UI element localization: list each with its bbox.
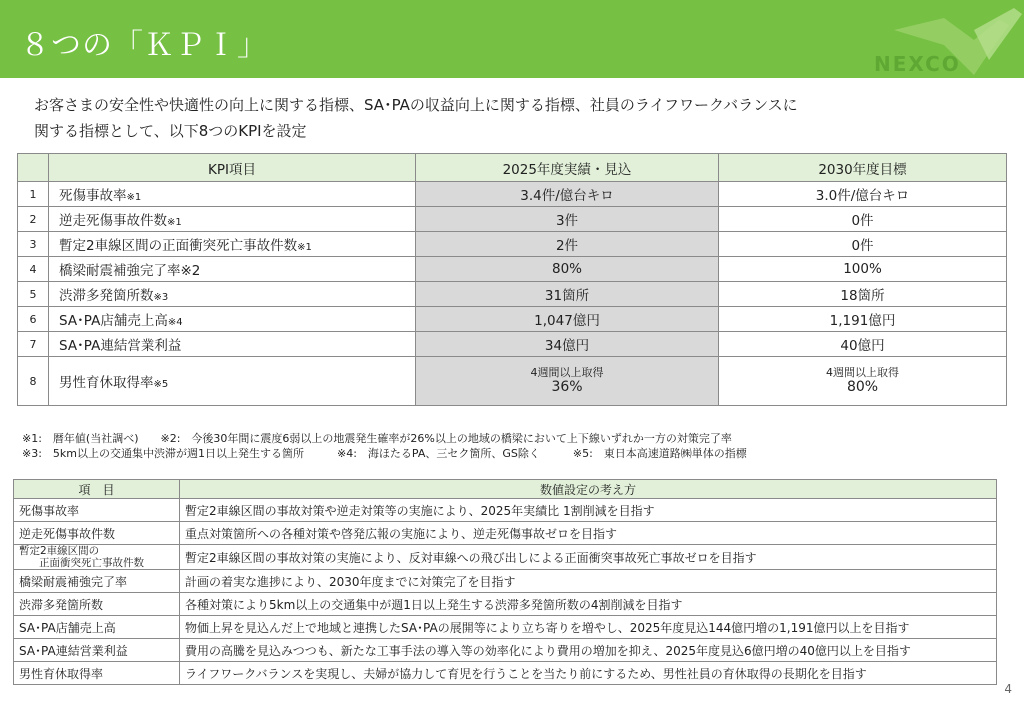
kpi-target: 1,191億円 xyxy=(719,307,1007,332)
row-number: 2 xyxy=(18,207,49,232)
basis-item: 逆走死傷事故件数 xyxy=(14,522,180,545)
basis-item: 死傷事故率 xyxy=(14,499,180,522)
kpi-name-cell xyxy=(49,332,416,357)
kpi-table xyxy=(17,153,1007,406)
basis-desc: 物価上昇を見込んだ上で地域と連携したSA･PAの展開等により立ち寄りを増やし、2025年度見込144億円増の1,191億円以上を目指す xyxy=(180,616,997,639)
basis-item: 橋梁耐震補強完了率 xyxy=(14,570,180,593)
kpi-name: 橋梁耐震補強完了率 xyxy=(59,263,181,279)
table-row xyxy=(14,499,997,522)
basis-header-row xyxy=(14,480,997,499)
kpi-actual-cell xyxy=(416,357,719,406)
row-number: 7 xyxy=(18,332,49,357)
kpi-target: 40億円 xyxy=(719,332,1007,357)
row-number: 1 xyxy=(18,182,49,207)
row-number: 5 xyxy=(18,282,49,307)
basis-item: 渋滞多発箇所数 xyxy=(14,593,180,616)
footnote-line-2: ※3: 5km以上の交通集中渋滞が週1日以上発生する箇所 ※4: 海ほたるPA、三セク箇所、GS除く ※5: 東日本高速道路㈱単体の指標 xyxy=(22,447,747,460)
row-number: 6 xyxy=(18,307,49,332)
basis-header-item: 項 目 xyxy=(14,480,180,499)
table-row xyxy=(14,662,997,685)
kpi-name-cell xyxy=(49,182,416,207)
kpi-header-target: 2030年度目標 xyxy=(719,154,1007,182)
table-row xyxy=(14,545,997,570)
kpi-note: ※3 xyxy=(153,292,169,303)
basis-desc: 各種対策により5km以上の交通集中が週1日以上発生する渋滞多発箇所数の4割削減を目指す xyxy=(180,593,997,616)
table-row xyxy=(14,570,997,593)
nexco-logo xyxy=(824,0,1024,78)
basis-desc: 重点対策箇所への各種対策や啓発広報の実施により、逆走死傷事故ゼロを目指す xyxy=(180,522,997,545)
kpi-target: 80% xyxy=(846,379,879,395)
kpi-name: SA･PA店舗売上高 xyxy=(59,313,168,329)
table-row xyxy=(18,307,1007,332)
kpi-name-cell xyxy=(49,357,416,406)
kpi-name-cell xyxy=(49,307,416,332)
table-row xyxy=(14,593,997,616)
basis-item-line-2: 正面衝突死亡事故件数 xyxy=(39,557,144,569)
kpi-note: ※4 xyxy=(167,317,183,328)
kpi-name: 渋滞多発箇所数 xyxy=(59,288,154,304)
basis-item: 男性育休取得率 xyxy=(14,662,180,685)
kpi-note: ※1 xyxy=(126,192,142,203)
kpi-target-cell xyxy=(719,357,1007,406)
kpi-actual: 31箇所 xyxy=(416,282,719,307)
intro-line-2: 関する指標として、以下8つのKPIを設定 xyxy=(34,122,307,140)
row-number: 4 xyxy=(18,257,49,282)
kpi-header-item: KPI項目 xyxy=(49,154,416,182)
basis-desc: 費用の高騰を見込みつつも、新たな工事手法の導入等の効率化により費用の増加を抑え、2025年度見込6億円増の40億円以上を目指す xyxy=(180,639,997,662)
table-row xyxy=(18,332,1007,357)
kpi-header-num xyxy=(18,154,49,182)
kpi-actual: 3件 xyxy=(416,207,719,232)
kpi-name: 死傷事故率 xyxy=(59,188,127,204)
kpi-actual: 1,047億円 xyxy=(416,307,719,332)
basis-item-line-1: 暫定2車線区間の xyxy=(19,545,100,557)
table-row xyxy=(18,257,1007,282)
table-row xyxy=(14,522,997,545)
basis-desc: ライフワークバランスを実現し、夫婦が協力して育児を行うことを当たり前にするため、男性社員の育休取得の長期化を目指す xyxy=(180,662,997,685)
basis-item xyxy=(14,545,180,570)
kpi-actual-condition: 4週間以上取得 xyxy=(530,366,604,379)
kpi-name: SA･PA連結営業利益 xyxy=(59,338,182,354)
kpi-note: ※1 xyxy=(297,242,312,253)
row-number: 3 xyxy=(18,232,49,257)
kpi-header-row xyxy=(18,154,1007,182)
table-row xyxy=(18,357,1007,406)
page-title: ８つの「ＫＰＩ」 xyxy=(20,28,268,63)
intro-line-1: お客さまの安全性や快適性の向上に関する指標、SA･PAの収益向上に関する指標、社員のライフワークバランスに xyxy=(34,96,798,114)
kpi-target: 0件 xyxy=(719,232,1007,257)
kpi-target-condition: 4週間以上取得 xyxy=(826,366,899,379)
logo-text: NEXCO xyxy=(874,52,961,76)
kpi-note: ※5 xyxy=(153,379,169,390)
table-row xyxy=(14,639,997,662)
page-number: 4 xyxy=(1004,682,1012,696)
table-row xyxy=(18,207,1007,232)
row-number: 8 xyxy=(18,357,49,406)
kpi-name: 男性育休取得率 xyxy=(59,375,154,391)
basis-desc: 計画の着実な進捗により、2030年度までに対策完了を目指す xyxy=(180,570,997,593)
kpi-name-cell xyxy=(49,257,416,282)
kpi-target: 100% xyxy=(719,257,1007,282)
basis-desc: 暫定2車線区間の事故対策の実施により、反対車線への飛び出しによる正面衝突事故死亡事故ゼロを目指す xyxy=(180,545,997,570)
title-bar xyxy=(0,0,1024,78)
basis-header-desc: 数値設定の考え方 xyxy=(180,480,997,499)
kpi-name-cell xyxy=(49,282,416,307)
kpi-name-cell xyxy=(49,207,416,232)
table-row xyxy=(14,616,997,639)
footnote-line-1: ※1: 暦年値(当社調べ) ※2: 今後30年間に震度6弱以上の地震発生確率が26%以上の地域の橋梁において上下線いずれか一方の対策完了率 xyxy=(22,432,732,445)
kpi-actual: 36% xyxy=(551,379,583,395)
intro-text xyxy=(34,92,798,144)
kpi-actual: 3.4件/億台キロ xyxy=(416,182,719,207)
kpi-actual: 34億円 xyxy=(416,332,719,357)
basis-desc: 暫定2車線区間の事故対策や逆走対策等の実施により、2025年実績比 1割削減を目指す xyxy=(180,499,997,522)
kpi-header-actual: 2025年度実績・見込 xyxy=(416,154,719,182)
kpi-name-cell xyxy=(49,232,416,257)
kpi-target: 18箇所 xyxy=(719,282,1007,307)
basis-table xyxy=(13,479,997,685)
kpi-name: 暫定2車線区間の正面衝突死亡事故件数 xyxy=(59,238,298,254)
table-row xyxy=(18,182,1007,207)
table-row xyxy=(18,232,1007,257)
kpi-note: ※2 xyxy=(180,263,201,279)
kpi-name: 逆走死傷事故件数 xyxy=(59,213,167,229)
basis-item: SA･PA連結営業利益 xyxy=(14,639,180,662)
kpi-actual: 2件 xyxy=(416,232,719,257)
basis-item: SA･PA店舗売上高 xyxy=(14,616,180,639)
kpi-note: ※1 xyxy=(167,217,182,228)
kpi-target: 3.0件/億台キロ xyxy=(719,182,1007,207)
table-row xyxy=(18,282,1007,307)
kpi-actual: 80% xyxy=(416,257,719,282)
kpi-target: 0件 xyxy=(719,207,1007,232)
